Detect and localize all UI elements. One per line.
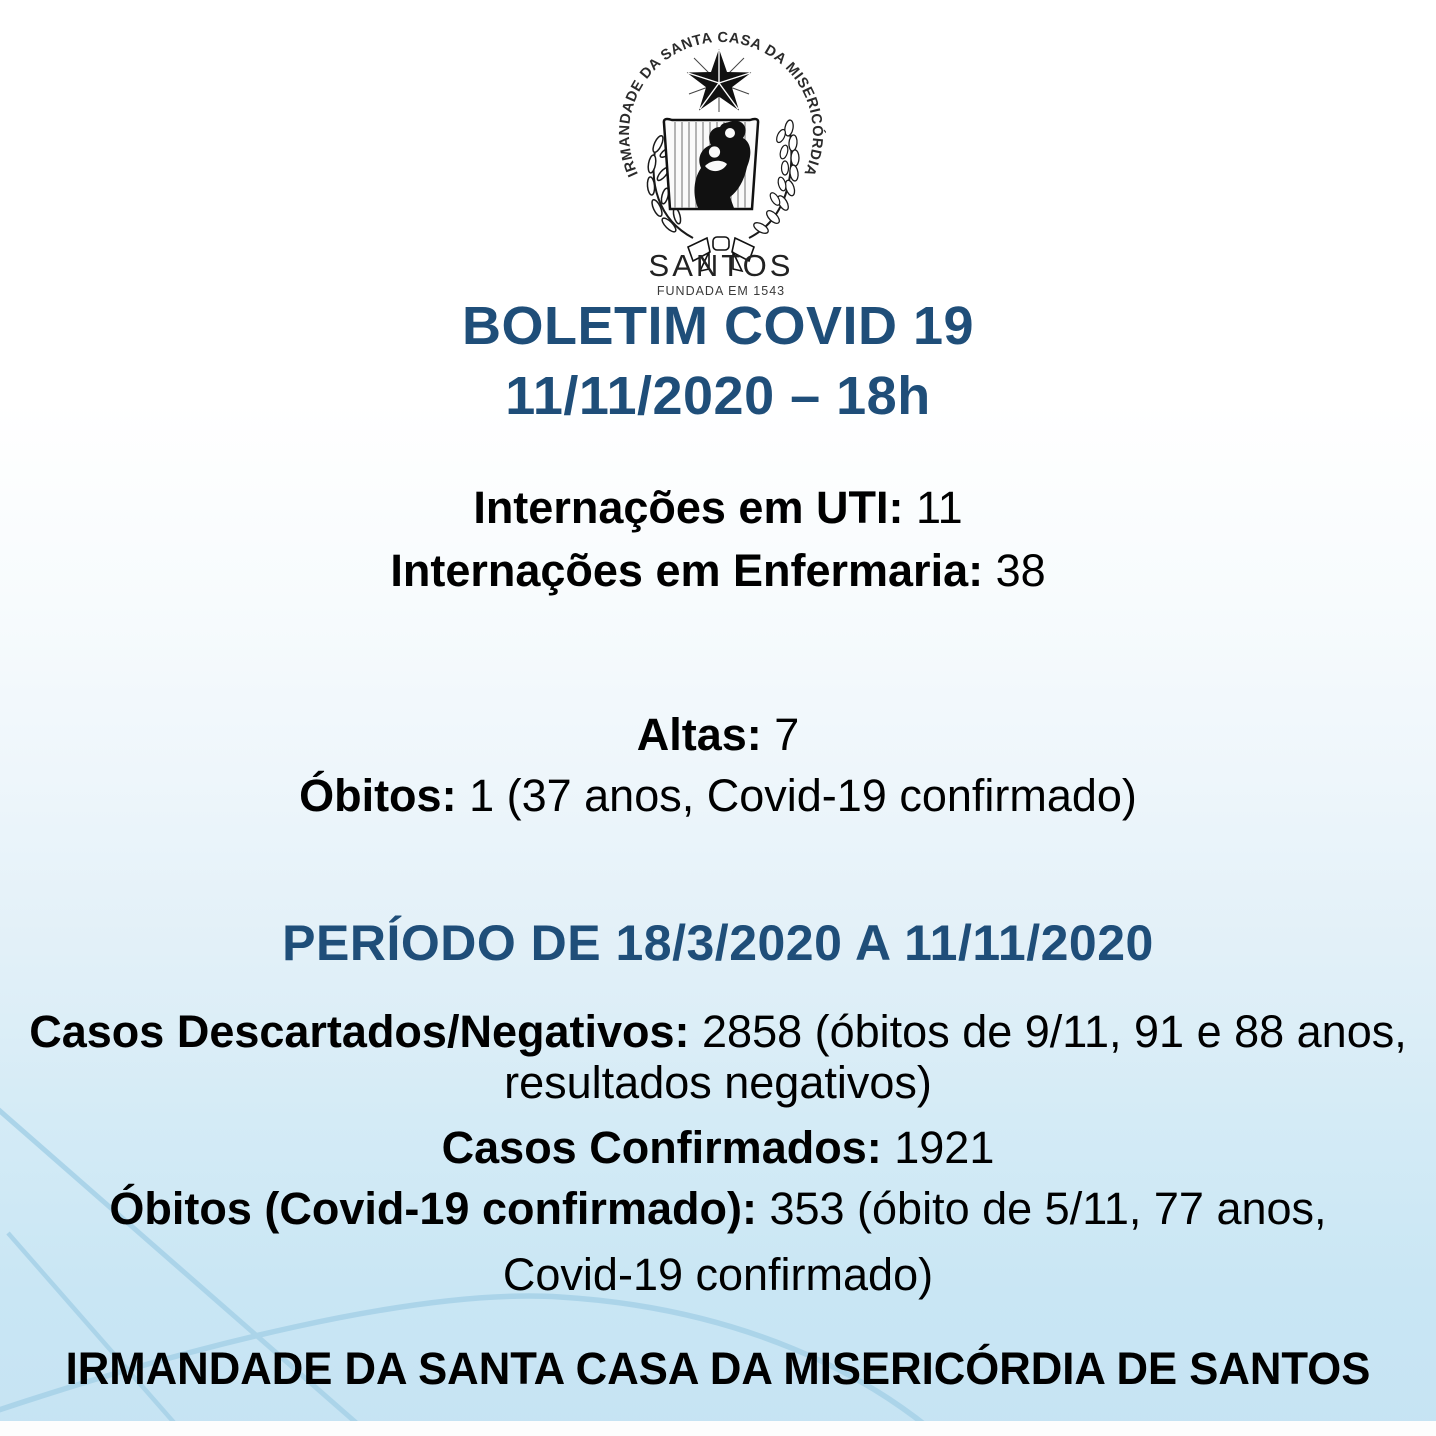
obitos-period-value-line2: Covid-19 confirmado) [502, 1249, 934, 1300]
star-icon [687, 49, 752, 112]
bulletin-title [0, 291, 1436, 431]
uti-value: 11 [915, 482, 963, 533]
confirmados-line [0, 1122, 1436, 1173]
bulletin-date-time: 11/11/2020 – 18h [505, 366, 931, 426]
uti-line [0, 476, 1436, 539]
emblem-santos-text: SANTOS [648, 248, 794, 283]
emblem-founded-text: FUNDADA EM 1543 [656, 284, 786, 298]
altas-value: 7 [774, 709, 800, 760]
emblem-arc-textpath: IRMANDADE DA SANTA CASA DA MISERICÓRDIA [616, 29, 826, 180]
enfermaria-label: Internações em Enfermaria: [390, 545, 984, 596]
confirmados-value: 1921 [894, 1122, 995, 1173]
obitos-line [0, 765, 1436, 826]
bulletin-title-line1: BOLETIM COVID 19 [461, 296, 975, 356]
uti-label: Internações em UTI: [473, 482, 904, 533]
altas-line [0, 704, 1436, 765]
descartados-value-line2: resultados negativos) [504, 1057, 932, 1108]
descartados-line [0, 1006, 1436, 1108]
enfermaria-line [0, 539, 1436, 602]
hospitalization-stats [0, 476, 1436, 602]
daily-outcome-stats [0, 704, 1436, 826]
institution-footer: IRMANDADE DA SANTA CASA DA MISERICÓRDIA DE SANTOS [65, 1343, 1371, 1394]
shield-icon [664, 119, 758, 209]
bottom-white-strip [0, 1421, 1436, 1436]
descartados-label: Casos Descartados/Negativos: [29, 1006, 690, 1057]
obitos-label: Óbitos: [299, 770, 457, 821]
confirmados-label: Casos Confirmados: [441, 1122, 882, 1173]
descartados-value-line1: 2858 (óbitos de 9/11, 91 e 88 anos, [702, 1006, 1407, 1057]
period-header: PERÍODO DE 18/3/2020 A 11/11/2020 [282, 915, 1154, 971]
obitos-period-value-line1: 353 (óbito de 5/11, 77 anos, [769, 1183, 1327, 1234]
obitos-period-label: Óbitos (Covid-19 confirmado): [109, 1183, 757, 1234]
santa-casa-emblem-logo [597, 26, 845, 306]
altas-label: Altas: [636, 709, 762, 760]
obitos-period-line [0, 1176, 1436, 1308]
enfermaria-value: 38 [995, 545, 1046, 596]
obitos-value: 1 (37 anos, Covid-19 confirmado) [469, 770, 1137, 821]
